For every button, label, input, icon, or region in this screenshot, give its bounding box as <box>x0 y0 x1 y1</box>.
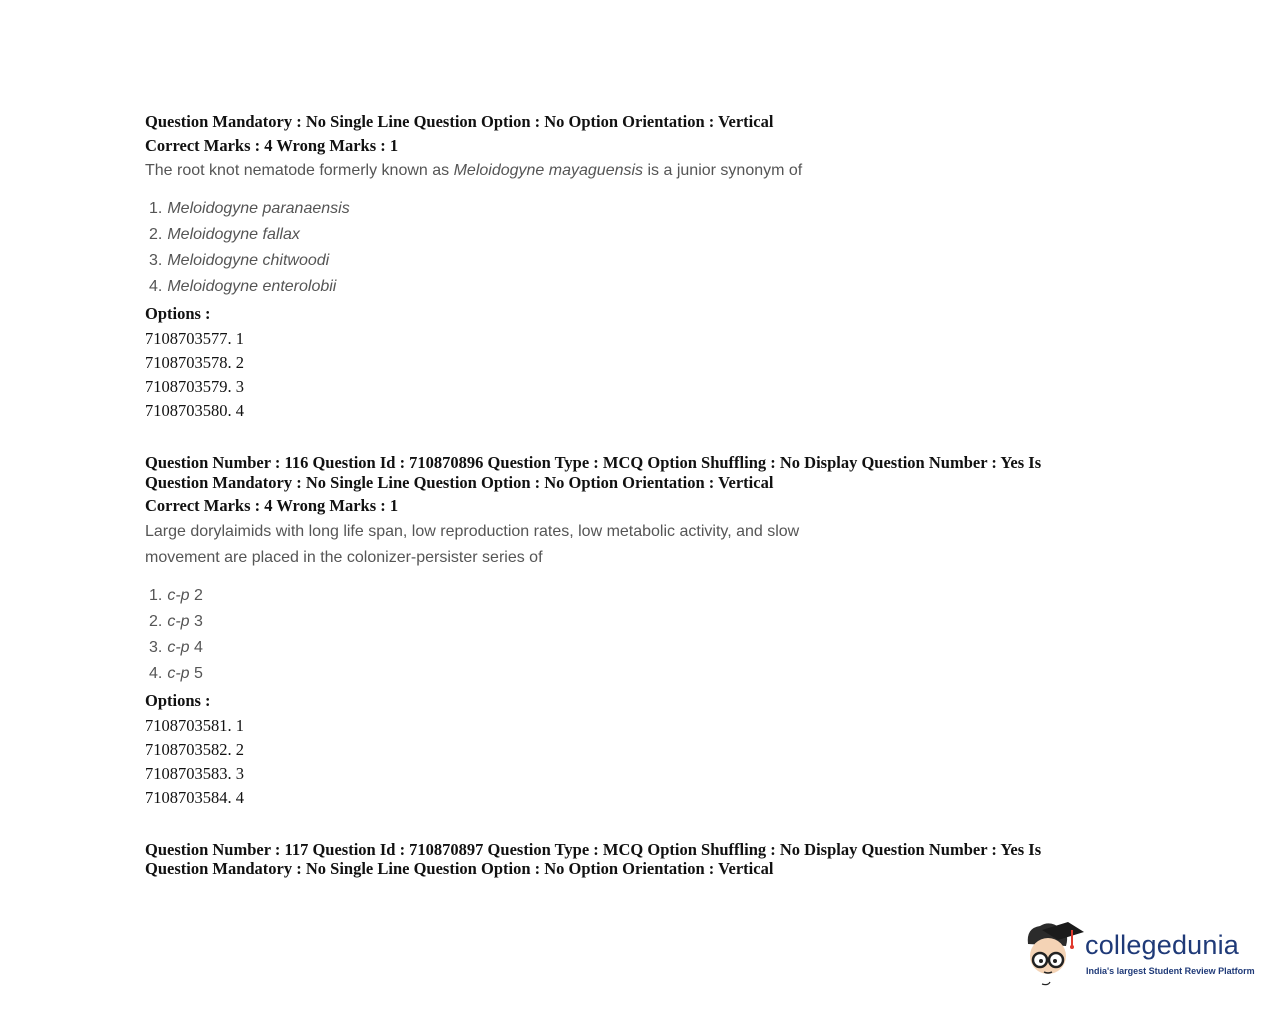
option-id-row: 7108703584. 4 <box>145 787 244 807</box>
choice-item: 4. Meloidogyne enterolobii <box>149 278 337 295</box>
option-id-row: 7108703582. 2 <box>145 739 244 759</box>
question-text: The root knot nematode formerly known as Meloidogyne mayaguensis is a junior synonym of <box>145 162 803 179</box>
option-id-row: 7108703578. 2 <box>145 353 244 372</box>
choice-item: 3. Meloidogyne chitwoodi <box>149 252 330 269</box>
collegedunia-logo <box>1022 918 1262 988</box>
question-text: Large dorylaimids with long life span, low reproduction rates, low metabolic activity, and slow movement are placed in the colonizer-persister series of <box>145 522 800 566</box>
option-id-row: 7108703577. 1 <box>145 329 244 348</box>
question-block-115 <box>145 112 1145 423</box>
options-label: Options : <box>145 304 211 323</box>
mascot-icon <box>1022 918 1084 988</box>
option-id-row: 7108703581. 1 <box>145 715 244 735</box>
question-header: Question Number : 116 Question Id : 710870896 Question Type : MCQ Option Shuffling : No Display Question Number : Yes Is <box>145 453 1042 472</box>
question-marks: Correct Marks : 4 Wrong Marks : 1 <box>145 135 399 155</box>
option-id-row: 7108703579. 3 <box>145 377 244 396</box>
question-header: Question Number : 117 Question Id : 710870897 Question Type : MCQ Option Shuffling : No Display Question Number : Yes Is <box>145 839 1042 859</box>
choice-item: 2. Meloidogyne fallax <box>149 226 300 243</box>
question-meta: Question Mandatory : No Single Line Question Option : No Option Orientation : Vertical <box>145 472 774 492</box>
question-block-116 <box>145 453 1145 810</box>
choice-list <box>145 583 1145 687</box>
option-id-row: 7108703583. 3 <box>145 763 244 783</box>
option-id-row: 7108703580. 4 <box>145 401 244 420</box>
choice-item: 2. c-p 3 <box>149 612 203 630</box>
logo-tagline: India's largest Student Review Platform <box>1086 966 1255 976</box>
choice-item: 4. c-p 5 <box>149 664 203 682</box>
choice-item: 1. Meloidogyne paranaensis <box>149 200 350 217</box>
choice-list <box>145 196 1145 300</box>
question-block-117 <box>145 840 1145 879</box>
question-paper-page <box>145 112 1145 879</box>
options-label: Options : <box>145 690 211 710</box>
question-meta: Question Mandatory : No Single Line Question Option : No Option Orientation : Vertical <box>145 859 774 878</box>
question-marks: Correct Marks : 4 Wrong Marks : 1 <box>145 496 399 515</box>
question-meta: Question Mandatory : No Single Line Question Option : No Option Orientation : Vertical <box>145 112 774 131</box>
choice-item: 3. c-p 4 <box>149 638 203 656</box>
logo-wordmark: collegedunia <box>1085 930 1240 960</box>
choice-item: 1. c-p 2 <box>149 586 203 604</box>
